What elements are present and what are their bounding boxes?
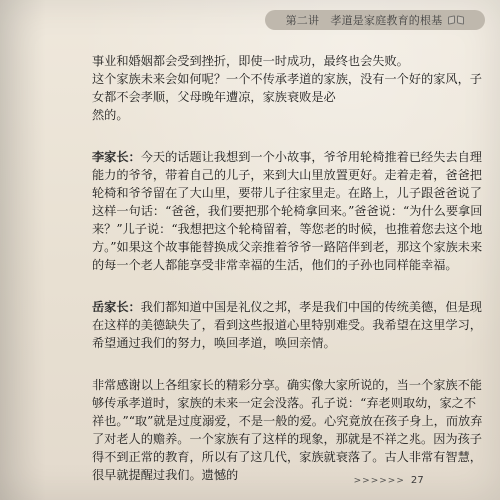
page-header [265,10,485,30]
page-shadow [0,0,46,500]
paragraph [92,130,487,274]
page-footer [354,475,424,486]
speaker-label: 岳家长： [92,300,141,314]
paragraph-text: 非常感谢以上各组家长的精彩分享。确实像大家所说的，当一个家族不能够传承孝道时，家族的未来一定会没落。孔子说：“弃老则取幼，家之不祥也。”“取”就是过度溺爱，不是一般的爱。心究竟放在孩子身上，而放弃了对老人的赡养。一个家族有了这样的现象，那就是不祥之兆。因为孩子得不到正常的教育，所以有了这几代，家族就衰落了。古人非常有智慧，很早就提醒过我们。遗憾的 [92,378,483,482]
arrows: >>>>>> [353,475,405,486]
paragraph-text: 我们都知道中国是礼仪之邦，孝是我们中国的传统美德，但是现在这样的美德缺失了，看到这些报道心里特别难受。我希望在这里学习，希望通过我们的努力，唤回孝道，唤回亲情。 [92,300,482,350]
paragraph [92,358,487,484]
paragraph-text: 今天的话题让我想到一个小故事，爷爷用轮椅推着已经失去自理能力的爷爷，带着自己的儿子，来到大山里放置更好。走着走着，爸爸把轮椅和爷爷留在了大山里，要带儿子往家里走。在路上，儿子跟爸爸说了这样一句话：“爸爸，我们要把那个轮椅拿回来。”爸爸说：“为什么要拿回来？”儿子说：“我想把这个轮椅留着，等您老的时候，也推着您去这个地方。”如果这个故事能替换成父亲推着爷爷一路陪伴到老，那这个家族未来的每一个老人都能享受非常幸福的生活，他们的子孙也同样能幸福。 [92,150,483,272]
paragraph [92,34,487,124]
chapter-title: 第二讲 孝道是家庭教育的根基 [285,14,443,27]
paragraph-text: 事业和婚姻都会受到挫折，即使一时成功，最终也会失败。 这个家族未来会如何呢？一个不传承孝道的家族，没有一个好的家风，子女都不会孝顺，父母晚年遭凉，家族衰败是必 然的。 [92,54,482,122]
page-content [92,34,487,484]
book-icon [448,14,464,26]
paragraph [92,280,487,352]
page-number: 27 [410,475,424,486]
speaker-label: 李家长： [92,150,141,164]
